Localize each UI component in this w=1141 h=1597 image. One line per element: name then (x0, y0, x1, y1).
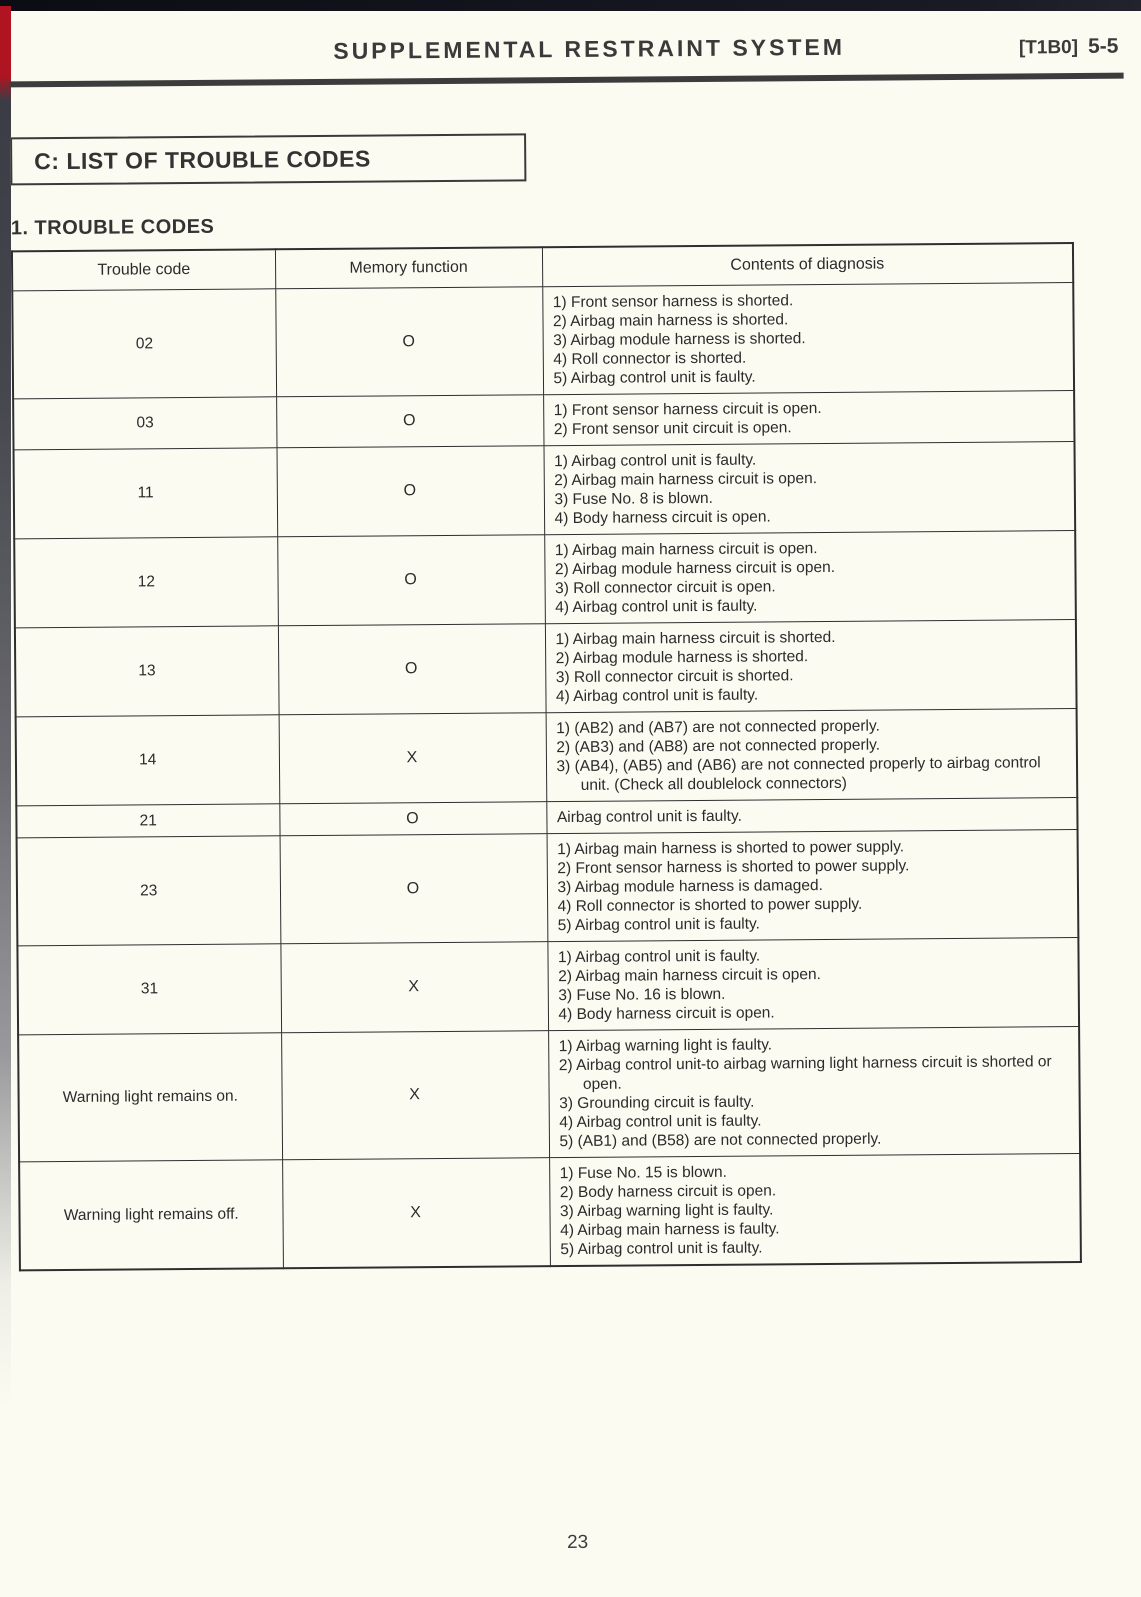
diagnosis-item: 3) Airbag module harness is damaged. (557, 877, 823, 897)
diagnosis-item: 3) Airbag module harness is shorted. (553, 330, 806, 350)
diagnosis-item: 1) Front sensor harness is shorted. (552, 292, 794, 312)
diagnosis-item: 2) Airbag control unit-to airbag warning light harness circuit is shorted or open. (558, 1053, 1052, 1093)
page-number: 23 (566, 1531, 589, 1554)
diagnosis-item: 1) Front sensor harness circuit is open. (553, 400, 822, 420)
trouble-code-cell: 11 (14, 448, 278, 539)
diagnosis-cell (547, 938, 1079, 1031)
diagnosis-item: 3) Airbag warning light is faulty. (559, 1201, 774, 1221)
memory-function-cell: X (279, 713, 547, 804)
memory-function-cell: O (280, 834, 548, 944)
diagnosis-item: 3) Roll connector circuit is open. (555, 578, 776, 598)
diagnosis-item: 2) Airbag main harness is shorted. (552, 311, 789, 331)
diagnosis-item: 1) Fuse No. 15 is blown. (559, 1163, 727, 1183)
diagnosis-item: 3) Fuse No. 16 is blown. (558, 985, 726, 1005)
diagnosis-cell (548, 1027, 1080, 1158)
diagnosis-item: 5) Airbag control unit is faulty. (553, 368, 756, 388)
table-row (17, 830, 1079, 946)
diagnosis-item: 5) (AB1) and (B58) are not connected properly. (559, 1130, 882, 1151)
memory-function-cell: O (278, 624, 546, 715)
diagnosis-item: 4) Roll connector is shorted. (553, 349, 747, 369)
page-header (0, 32, 1136, 68)
diagnosis-cell (543, 391, 1074, 446)
memory-function-cell: X (282, 1158, 550, 1269)
trouble-codes-table (11, 242, 1082, 1271)
column-header-memory-function: Memory function (275, 247, 542, 289)
memory-function-cell: O (277, 446, 545, 537)
section-title: C: LIST OF TROUBLE CODES (34, 145, 371, 174)
diagnosis-item: 3) Roll connector circuit is shorted. (555, 667, 794, 687)
trouble-code-cell: Warning light remains off. (19, 1160, 283, 1271)
diagnosis-item: Airbag control unit is faulty. (556, 807, 742, 827)
diagnosis-item: 2) Front sensor unit circuit is open. (553, 419, 792, 439)
page-title: SUPPLEMENTAL RESTRAINT SYSTEM (333, 33, 846, 64)
trouble-code-cell: 21 (16, 804, 279, 838)
diagnosis-cell (544, 531, 1076, 624)
diagnosis-item: 4) Body harness circuit is open. (554, 508, 771, 528)
diagnosis-cell (542, 283, 1074, 395)
diagnosis-cell (545, 620, 1077, 713)
diagnosis-item: 4) Body harness circuit is open. (558, 1004, 775, 1024)
diagnosis-item: 1) Airbag control unit is faulty. (554, 451, 757, 471)
trouble-code-cell: 02 (12, 289, 276, 399)
diagnosis-cell (546, 798, 1077, 834)
diagnosis-item: 3) Grounding circuit is faulty. (559, 1093, 755, 1113)
trouble-code-cell: 23 (17, 836, 281, 946)
memory-function-cell: O (279, 802, 546, 836)
table-row (13, 391, 1074, 450)
trouble-code-cell: 03 (13, 397, 276, 450)
diagnosis-item: 4) Airbag control unit is faulty. (555, 597, 758, 617)
memory-function-cell: O (277, 535, 545, 626)
diagnosis-cell (543, 442, 1075, 535)
diagnosis-item: 1) Airbag main harness circuit is open. (554, 540, 818, 560)
diagnosis-cell (546, 709, 1078, 802)
diagnosis-item: 3) Fuse No. 8 is blown. (554, 489, 713, 509)
table-row (18, 1027, 1080, 1162)
diagnosis-item: 4) Airbag control unit is faulty. (555, 686, 759, 706)
diagnosis-item: 2) Airbag module harness is shorted. (555, 648, 809, 668)
section-page-number: 5-5 (1087, 34, 1119, 58)
diagnosis-item: 5) Airbag control unit is faulty. (560, 1239, 763, 1259)
table-row (14, 531, 1076, 628)
diagnosis-item: 4) Airbag control unit is faulty. (559, 1112, 762, 1132)
table-row (16, 709, 1078, 806)
table-row (12, 283, 1074, 399)
column-header-contents-of-diagnosis: Contents of diagnosis (542, 243, 1073, 287)
trouble-code-cell: 31 (17, 944, 281, 1035)
table-row (17, 938, 1079, 1035)
diagnosis-item: 1) Airbag main harness is shorted to power supply. (557, 838, 905, 859)
trouble-code-cell: 14 (16, 715, 280, 806)
memory-function-cell: X (281, 1031, 549, 1160)
diagnosis-item: 1) (AB2) and (AB7) are not connected properly. (556, 717, 880, 738)
diagnosis-item: 4) Roll connector is shorted to power supply. (557, 895, 863, 916)
section-title-box (10, 133, 526, 185)
diagnosis-item: 3) (AB4), (AB5) and (AB6) are not connected properly to airbag control unit. (Check all doublelock connectors) (556, 754, 1041, 794)
diagnosis-item: 1) Airbag main harness circuit is shorted. (555, 628, 836, 649)
diagnosis-cell (549, 1154, 1081, 1267)
table-row (15, 620, 1077, 717)
diagnosis-item: 2) Front sensor harness is shorted to power supply. (557, 857, 910, 878)
memory-function-cell: O (276, 395, 543, 448)
diagnosis-item: 2) Body harness circuit is open. (559, 1182, 777, 1202)
header-rule (10, 73, 1124, 88)
diagnosis-item: 2) Airbag main harness circuit is open. (558, 966, 822, 986)
memory-function-cell: O (275, 287, 543, 397)
diagnosis-item: 4) Airbag main harness is faulty. (560, 1220, 780, 1240)
diagnosis-item: 2) (AB3) and (AB8) are not connected properly. (556, 736, 881, 757)
subsection-title: 1. TROUBLE CODES (10, 215, 215, 240)
trouble-code-cell: 13 (15, 626, 279, 717)
trouble-code-cell: Warning light remains on. (18, 1033, 282, 1162)
trouble-table-body (12, 283, 1081, 1271)
column-header-trouble-code: Trouble code (12, 249, 275, 291)
diagnosis-item: 2) Airbag module harness circuit is open. (554, 558, 836, 579)
diagnosis-item: 1) Airbag warning light is faulty. (558, 1036, 773, 1056)
table-row (19, 1154, 1081, 1271)
diagnosis-item: 2) Airbag main harness circuit is open. (554, 470, 818, 490)
table-row (14, 442, 1076, 539)
diagnosis-item: 5) Airbag control unit is faulty. (557, 915, 761, 935)
diagnosis-cell (547, 830, 1079, 942)
diagnosis-item: 1) Airbag control unit is faulty. (557, 947, 761, 967)
memory-function-cell: X (280, 942, 548, 1033)
reference-code: [T1B0] (1018, 36, 1079, 59)
trouble-code-cell: 12 (14, 537, 278, 628)
section-reference (1019, 35, 1119, 60)
